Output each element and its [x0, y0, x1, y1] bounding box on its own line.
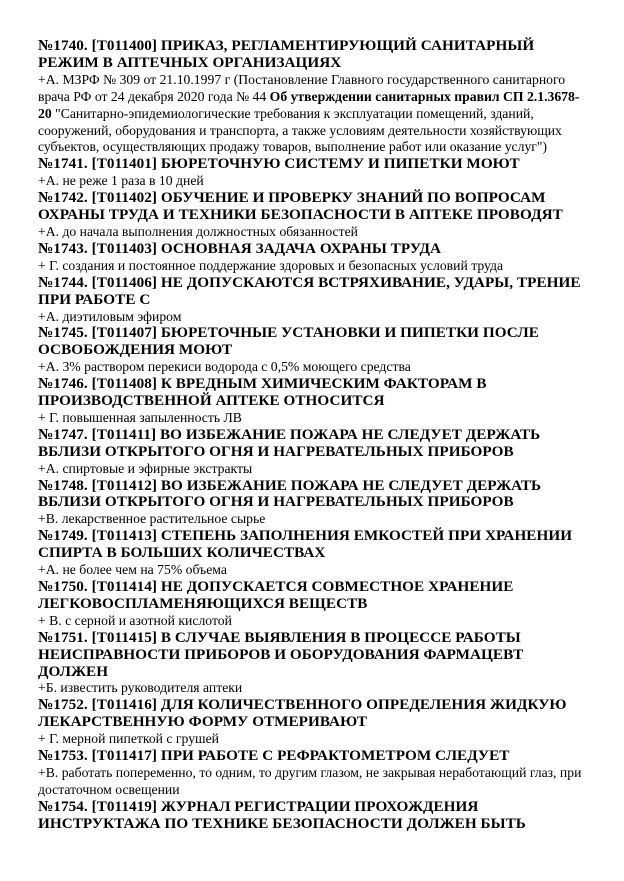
question-title: №1745. [Т011407] БЮРЕТОЧНЫЕ УСТАНОВКИ И ПИПЕТКИ ПОСЛЕ ОСВОБОЖДЕНИЯ МОЮТ	[38, 324, 539, 359]
question-item	[38, 241, 590, 275]
question-item	[38, 697, 590, 748]
answer-text: +Б. известить руководителя аптеки	[38, 680, 243, 696]
question-item	[38, 275, 590, 326]
question-title: №1752. [Т011416] ДЛЯ КОЛИЧЕСТВЕННОГО ОПРЕДЕЛЕНИЯ ЖИДКУЮ ЛЕКАРСТВЕННУЮ ФОРМУ ОТМЕРИВАЮТ	[38, 696, 567, 731]
answer-text: +В. лекарственное растительное сырье	[38, 511, 266, 527]
question-title: №1751. [Т011415] В СЛУЧАЕ ВЫЯВЛЕНИЯ В ПРОЦЕССЕ РАБОТЫ НЕИСПРАВНОСТИ ПРИБОРОВ И ОБОРУДОВАНИЯ ФАРМАЦЕВТ ДОЛЖЕН	[38, 628, 524, 680]
question-title: №1741. [Т011401] БЮРЕТОЧНУЮ СИСТЕМУ И ПИПЕТКИ МОЮТ	[38, 155, 520, 173]
question-title: №1746. [Т011408] К ВРЕДНЫМ ХИМИЧЕСКИМ ФАКТОРАМ В ПРОИЗВОДСТВЕННОЙ АПТЕКЕ ОТНОСИТСЯ	[38, 375, 487, 410]
answer-text: +А. не реже 1 раза в 10 дней	[38, 173, 204, 189]
question-title: №1743. [Т011403] ОСНОВНАЯ ЗАДАЧА ОХРАНЫ ТРУДА	[38, 239, 441, 257]
answer-text: +В. работать попеременно, то одним, то другим глазом, не закрывая неработающий глаз, при достаточном освещении	[38, 764, 582, 797]
question-title: №1747. [Т011411] ВО ИЗБЕЖАНИЕ ПОЖАРА НЕ СЛЕДУЕТ ДЕРЖАТЬ ВБЛИЗИ ОТКРЫТОГО ОГНЯ И НАГРЕВАТЕЛЬНЫХ ПРИБОРОВ	[38, 425, 541, 460]
question-item	[38, 190, 590, 241]
answer-text: + Г. повышенная запыленность ЛВ	[38, 409, 242, 425]
question-title: №1740. [Т011400] ПРИКАЗ, РЕГЛАМЕНТИРУЮЩИЙ САНИТАРНЫЙ РЕЖИМ В АПТЕЧНЫХ ОРГАНИЗАЦИЯХ	[38, 37, 535, 71]
answer-text: +А. до начала выполнения должностных обязанностей	[38, 223, 358, 239]
question-item	[38, 799, 590, 833]
answer-text: +А. диэтиловым эфиром	[38, 308, 182, 324]
answer-text: + Г. мерной пипеткой с грушей	[38, 731, 219, 747]
question-item	[38, 376, 590, 427]
question-item	[38, 748, 590, 799]
question-item	[38, 156, 590, 190]
answer-text: + Г. создания и постоянное поддержание здоровых и безопасных условий труда	[38, 257, 504, 273]
question-item	[38, 528, 590, 579]
answer-text: + В. с серной и азотной кислотой	[38, 612, 232, 628]
question-item	[38, 478, 590, 529]
question-item	[38, 427, 590, 478]
question-item	[38, 579, 590, 630]
question-title: №1748. [Т011412] ВО ИЗБЕЖАНИЕ ПОЖАРА НЕ СЛЕДУЕТ ДЕРЖАТЬ ВБЛИЗИ ОТКРЫТОГО ОГНЯ И НАГРЕВАТЕЛЬНЫХ ПРИБОРОВ	[38, 476, 542, 511]
question-title: №1744. [Т011406] НЕ ДОПУСКАЮТСЯ ВСТРЯХИВАНИЕ, УДАРЫ, ТРЕНИЕ ПРИ РАБОТЕ С	[38, 273, 581, 308]
question-title: №1742. [Т011402] ОБУЧЕНИЕ И ПРОВЕРКУ ЗНАНИЙ ПО ВОПРОСАМ ОХРАНЫ ТРУДА И ТЕХНИКИ БЕЗОПАСНОСТИ В АПТЕКЕ ПРОВОДЯТ	[38, 189, 563, 224]
answer-text: +А. МЗРФ № 309 от 21.10.1997 г (Постановление Главного государственного санитарного врача РФ от 24 декабря 2020 года № 44 Об утверждении санитарных правил СП 2.1.3678-20 "Санитарно-эпидемиологические требования к эксплуатации помещений, зданий, сооружений, оборудования и транспорта, а также условиям деятельности хозяйствующих субъектов, осуществляющих продажу товаров, выполнение работ или оказание услуг")	[38, 71, 580, 155]
answer-bold-text: Об утверждении санитарных правил СП 2.1.3678-20	[38, 88, 580, 121]
question-title: №1749. [Т011413] СТЕПЕНЬ ЗАПОЛНЕНИЯ ЕМКОСТЕЙ ПРИ ХРАНЕНИИ СПИРТА В БОЛЬШИХ КОЛИЧЕСТВАХ	[38, 527, 573, 562]
question-item	[38, 630, 590, 698]
answer-text: +А. спиртовые и эфирные экстракты	[38, 460, 253, 476]
question-item	[38, 38, 590, 156]
answer-text: +А. 3% раствором перекиси водорода с 0,5% моющего средства	[38, 359, 411, 375]
question-item	[38, 325, 590, 376]
question-title: №1750. [Т011414] НЕ ДОПУСКАЕТСЯ СОВМЕСТНОЕ ХРАНЕНИЕ ЛЕГКОВОСПЛАМЕНЯЮЩИХСЯ ВЕЩЕСТВ	[38, 578, 514, 612]
question-title: №1753. [Т011417] ПРИ РАБОТЕ С РЕФРАКТОМЕТРОМ СЛЕДУЕТ	[38, 747, 510, 765]
answer-text: +А. не более чем на 75% объема	[38, 562, 227, 578]
question-title: №1754. [Т011419] ЖУРНАЛ РЕГИСТРАЦИИ ПРОХОЖДЕНИЯ ИНСТРУКТАЖА ПО ТЕХНИКЕ БЕЗОПАСНОСТИ ДОЛЖЕН БЫТЬ	[38, 797, 526, 832]
